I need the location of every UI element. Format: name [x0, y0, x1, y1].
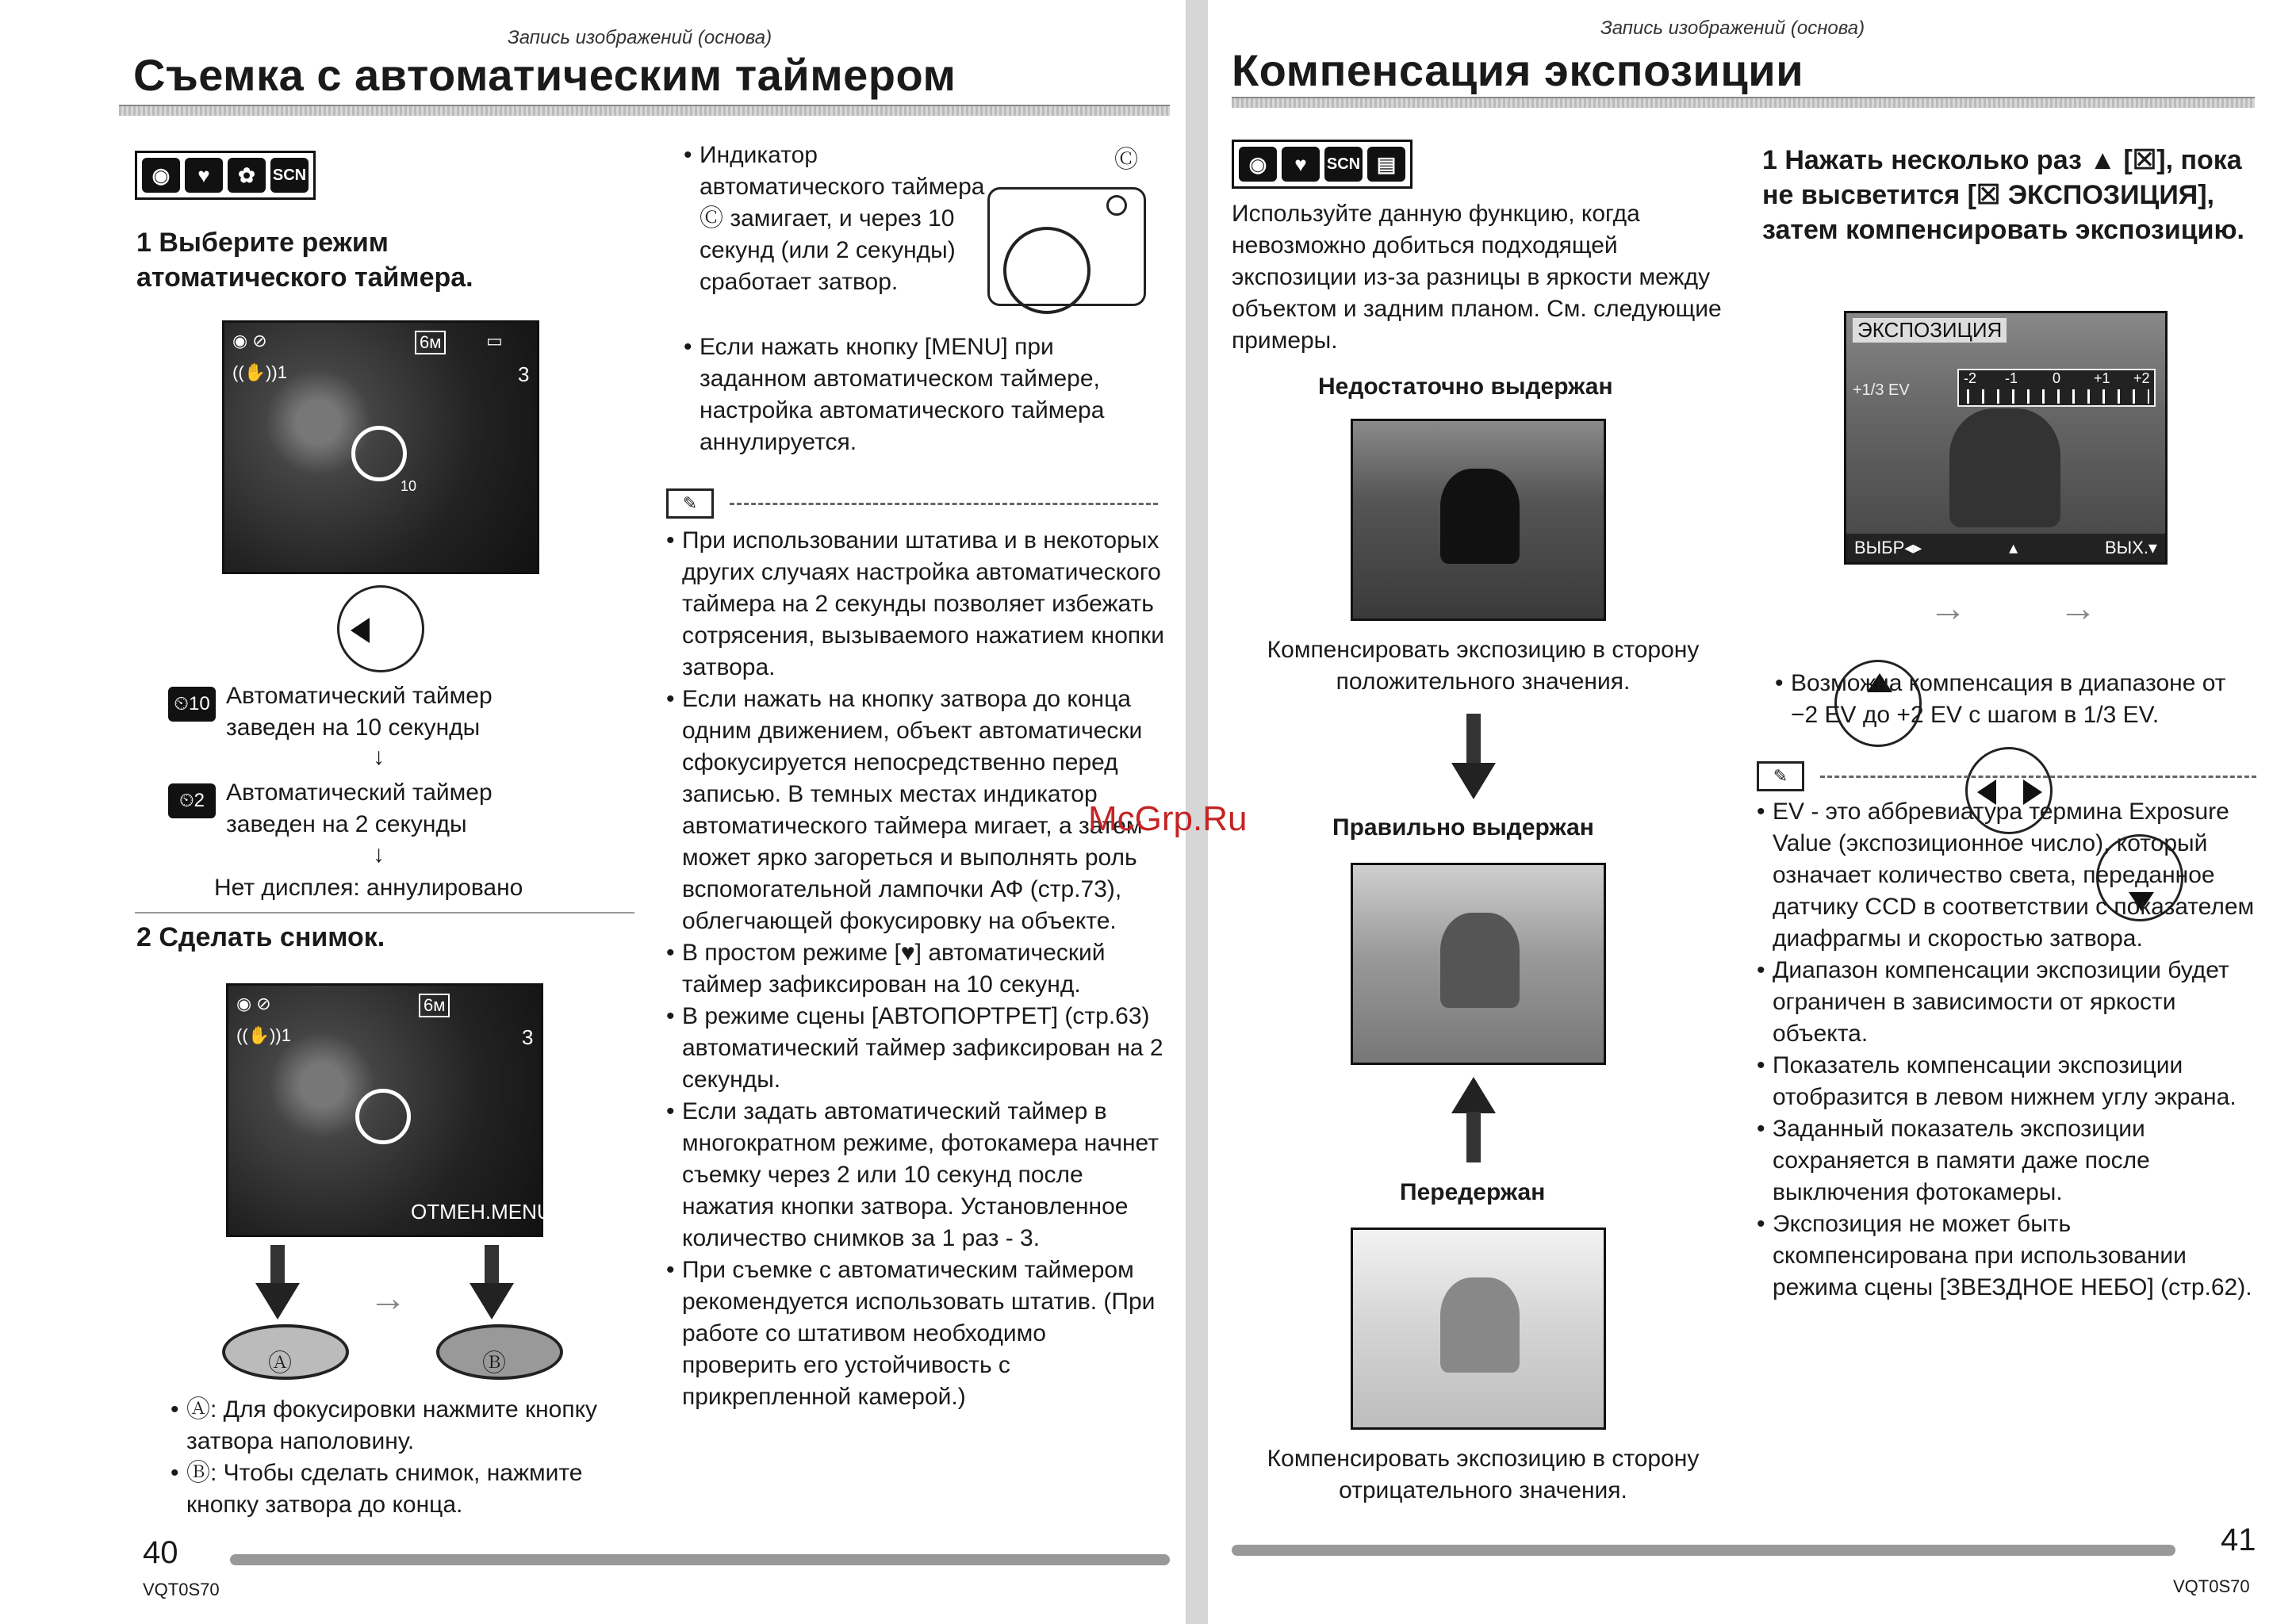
- arrow-shaft: [1466, 714, 1481, 764]
- press-arrow-icon: [255, 1283, 300, 1320]
- indicator-info: [684, 140, 985, 298]
- middle-hint: ▴: [2009, 538, 2018, 557]
- sequence-arrow: →: [2059, 588, 2097, 630]
- heart-mode-icon: ♥: [1282, 147, 1320, 182]
- left-bottom-bar: [230, 1554, 1170, 1565]
- right-mode-icons: [1232, 140, 1412, 189]
- no-display-label: Нет дисплея: аннулировано: [214, 875, 523, 901]
- right-notes-header: [1757, 761, 2256, 791]
- right-title-rule: [1232, 97, 2255, 108]
- image-size-label: 6м: [415, 331, 446, 354]
- note-item: • Если задать автоматический таймер в многократном режиме, фотокамера начнет съемку через 2 или 10 секунд после нажатия кнопки затвора. Установленное количество снимков за 1 раз - 3.: [666, 1096, 1166, 1254]
- over-exposed-photo: [1351, 1228, 1606, 1430]
- ev-value-label: +1/3 EV: [1853, 381, 1910, 399]
- right-section-header: Запись изображений (основа): [1600, 17, 1865, 39]
- indicator-note: • Индикатор автоматического таймера Ⓒ замигает, и через 10 секунд (или 2 секунды) сработает затвор.: [684, 140, 985, 298]
- label-b: Ⓑ: [482, 1350, 506, 1377]
- self-timer-icon: [351, 426, 407, 481]
- note-item: • EV - это аббревиатура термина Exposure Value (экспозиционное число), который означает количество света, переданное датчику CCD в соответствии с показателем диафрагмы и скоростью затвора.: [1757, 796, 2256, 955]
- note-icon: ✎: [666, 488, 714, 519]
- right-bottom-bar: [1232, 1545, 2175, 1556]
- scale-tick-label: -2: [1964, 370, 1977, 386]
- note-b: • Ⓑ: Чтобы сделать снимок, нажмите кнопку затвора до конца.: [171, 1457, 646, 1521]
- cancel-menu-label: ОТМЕН.MENU: [411, 1200, 552, 1224]
- left-notes-header: [666, 488, 1158, 519]
- self-timer-seconds: 10: [401, 478, 417, 494]
- right-page-number: 41: [2221, 1522, 2256, 1557]
- scale-tick-label: +2: [2133, 370, 2150, 386]
- under-exposed-title: Недостаточно выдержан: [1318, 373, 1613, 400]
- right-step-1: 1 Нажать несколько раз ▲ [☒], пока не высветится [☒ ЭКСПОЗИЦИЯ], затем компенсировать экспозицию.: [1762, 145, 2244, 245]
- note-item: • Заданный показатель экспозиции сохраняется в памяти даже после выключения фотокамеры.: [1757, 1113, 2256, 1208]
- exit-hint: ВЫХ.▾: [2105, 538, 2157, 557]
- battery-icon: ▭: [486, 331, 503, 350]
- camera-front-illustration: [987, 140, 1158, 310]
- exposure-scale: [1957, 369, 2156, 407]
- lcd-screen-shoot: [226, 983, 552, 1237]
- scale-ticks: [1967, 389, 2149, 404]
- dog-silhouette: [1949, 408, 2060, 527]
- macro-mode-icon: ✿: [228, 158, 266, 193]
- scn-mode-icon: SCN: [1324, 147, 1363, 182]
- press-arrow-icon: [470, 1283, 514, 1320]
- menu-cancel-note: • Если нажать кнопку [MENU] при заданном автоматическом таймере, настройка автоматического таймера аннулируется.: [684, 331, 1152, 458]
- right-page-title: Компенсация экспозиции: [1232, 45, 1804, 95]
- scale-tick-label: -1: [2005, 370, 2018, 386]
- exposure-intro: Используйте данную функцию, когда невозможно добиться подходящей экспозиции из-за разницы в яркости между объектом и задним планом. См. следующие примеры.: [1232, 201, 1722, 354]
- movie-mode-icon: ▤: [1367, 147, 1405, 182]
- press-arrow-shaft: [485, 1245, 499, 1285]
- note-item: • Если нажать на кнопку затвора до конца одним движением, объект автоматически сфокусируется непосредственно перед записью. В темных местах индикатор автоматического таймера мигает, а затем может ярко загореться и выполнять роль вспомогательной лампочки АФ (стр.73), облегчающей фокусировку на объекте.: [666, 684, 1166, 937]
- camera-mode-icon: ◉: [142, 158, 180, 193]
- down-arrow: ↓: [373, 841, 385, 868]
- lcd-bottom-bar: [1846, 534, 2165, 562]
- lcd-exposure-screen: [1844, 311, 2168, 565]
- exposure-menu-title: ЭКСПОЗИЦИЯ: [1853, 318, 2007, 343]
- note-item: • В режиме сцены [АВТОПОРТРЕТ] (стр.63) автоматический таймер зафиксирован на 2 секунды.: [666, 1001, 1166, 1096]
- note-item: • Диапазон компенсации экспозиции будет ограничен в зависимости от яркости объекта.: [1757, 955, 2256, 1050]
- under-exposed-caption: Компенсировать экспозицию в сторону положительного значения.: [1267, 637, 1700, 695]
- timer-indicator-lamp-icon: [1106, 195, 1127, 216]
- shutter-notes: [171, 1394, 646, 1521]
- select-hint: ВЫБР◂▸: [1854, 538, 1922, 557]
- sequence-arrow: →: [369, 1277, 407, 1320]
- arrow-head: [1451, 1077, 1496, 1113]
- left-notes-list: [666, 525, 1166, 1413]
- heart-mode-icon: ♥: [185, 158, 223, 193]
- sequence-arrow: →: [1929, 588, 1967, 630]
- stabilizer-icon: ((✋))1: [232, 362, 287, 382]
- self-timer-10-desc: Автоматический таймер заведен на 10 секунды: [226, 683, 493, 741]
- note-item: • Показатель компенсации экспозиции отобразится в левом нижнем углу экрана.: [1757, 1050, 2256, 1113]
- stabilizer-icon: ((✋))1: [236, 1025, 291, 1045]
- scn-mode-icon: SCN: [270, 158, 309, 193]
- left-section-header: Запись изображений (основа): [508, 27, 772, 48]
- note-dash-line: [730, 503, 1158, 505]
- correct-exposed-title: Правильно выдержан: [1332, 814, 1594, 841]
- note-item: • В простом режиме [♥] автоматический таймер зафиксирован на 10 секунд.: [666, 937, 1166, 1001]
- label-c: Ⓒ: [1114, 147, 1138, 173]
- camera-mode-icon: ◉: [1239, 147, 1277, 182]
- note-icon: ✎: [1757, 761, 1804, 791]
- right-notes-list: [1757, 796, 2256, 1304]
- dog-silhouette: [1440, 1277, 1520, 1373]
- self-timer-icon: [355, 1089, 411, 1144]
- camera-lens-icon: [1003, 227, 1091, 314]
- left-page-number: 40: [143, 1535, 178, 1570]
- right-model-code: VQT0S70: [2173, 1576, 2250, 1596]
- scale-tick-label: 0: [2053, 370, 2061, 386]
- note-item: • Экспозиция не может быть скомпенсирована при использовании режима сцены [ЗВЕЗДНОЕ НЕБО] (стр.62).: [1757, 1208, 2256, 1304]
- note-item: • При использовании штатива и в некоторых других случаях настройка автоматического таймера на 2 секунды позволяет избежать сотрясения, вызываемого нажатием кнопки затвора.: [666, 525, 1166, 684]
- range-note: • Возможна компенсация в диапазоне от −2 EV до +2 EV с шагом в 1/3 EV.: [1775, 668, 2251, 731]
- range-info: [1775, 668, 2251, 731]
- left-title-rule: [119, 105, 1170, 116]
- arrow-shaft: [1466, 1112, 1481, 1162]
- left-page-title: Съемка с автоматическим таймером: [133, 50, 956, 100]
- down-arrow: ↓: [373, 744, 385, 770]
- shots-remaining: 3: [518, 362, 530, 386]
- self-timer-2-icon: ⏲2: [168, 783, 216, 818]
- correct-exposed-photo: [1351, 863, 1606, 1065]
- over-exposed-title: Передержан: [1400, 1179, 1546, 1205]
- note-item: • При съемке с автоматическим таймером рекомендуется использовать штатив. (При работе со штативом необходимо проверить его устойчивость с прикрепленной камерой.): [666, 1254, 1166, 1413]
- press-arrow-shaft: [270, 1245, 285, 1285]
- camera-mode-icon: ◉ ⊘: [236, 994, 271, 1013]
- left-model-code: VQT0S70: [143, 1580, 220, 1599]
- shots-remaining: 3: [522, 1025, 534, 1049]
- lcd-screen-selftimer: [222, 320, 539, 574]
- arrow-head: [1451, 763, 1496, 799]
- camera-mode-icon: ◉ ⊘: [232, 331, 267, 350]
- scale-tick-label: +1: [2094, 370, 2110, 386]
- step-divider: [135, 912, 634, 914]
- dpad-left-highlight: [337, 585, 424, 672]
- left-step-2: 2 Сделать снимок.: [136, 922, 385, 952]
- left-mode-icons: [135, 151, 316, 200]
- under-exposed-photo: [1351, 419, 1606, 621]
- self-timer-2-desc: Автоматический таймер заведен на 2 секунды: [226, 779, 493, 837]
- note-dash-line: [1820, 776, 2256, 778]
- dog-silhouette: [1440, 913, 1520, 1008]
- image-size-label: 6м: [419, 994, 450, 1017]
- watermark: McGrp.Ru: [1088, 799, 1248, 838]
- label-a: Ⓐ: [268, 1350, 292, 1377]
- left-step-1: 1 Выберите режим атоматического таймера.: [136, 228, 473, 293]
- note-a: • Ⓐ: Для фокусировки нажмите кнопку затвора наполовину.: [171, 1394, 646, 1457]
- over-exposed-caption: Компенсировать экспозицию в сторону отрицательного значения.: [1267, 1446, 1700, 1503]
- menu-cancel-info: [684, 331, 1152, 458]
- self-timer-10-icon: ⏲10: [168, 687, 216, 722]
- left-arrow-icon: [351, 618, 370, 643]
- dog-silhouette: [1440, 469, 1520, 564]
